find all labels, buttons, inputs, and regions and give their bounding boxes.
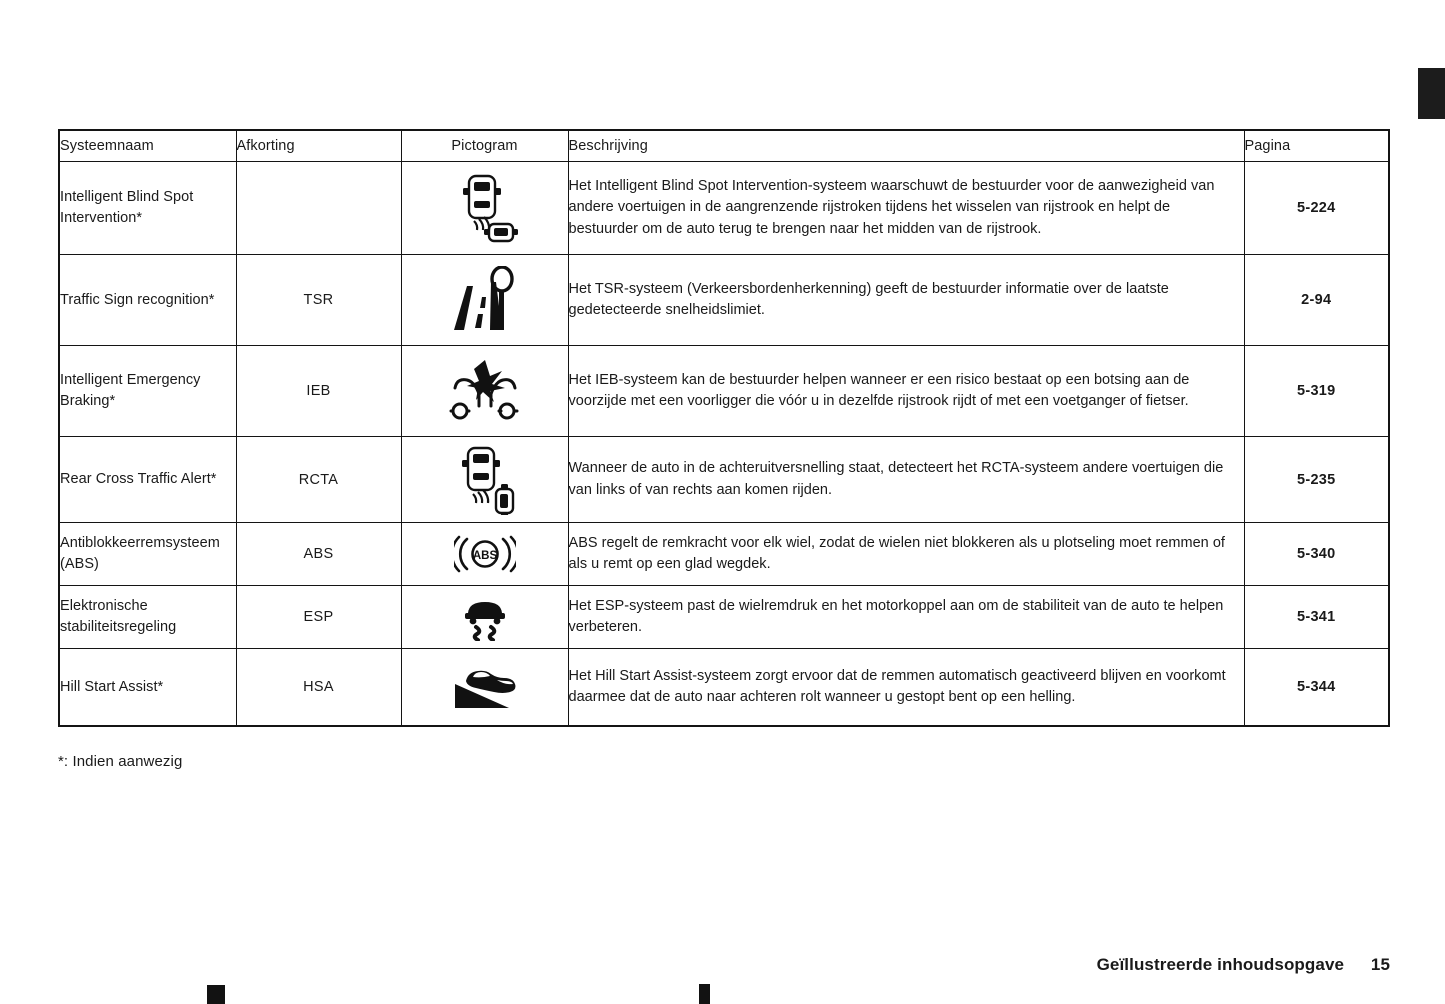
description-cell: Het Intelligent Blind Spot Intervention-systeem waarschuwt de bestuurder voor de aanwezigheid van andere voertuigen in de aangrenzende rijstroken tijdens het wisselen van rijstrook en helpt de bestuurder om de auto terug te brengen naar het midden van de rijstrook. <box>568 162 1244 255</box>
table-row <box>59 162 1389 255</box>
description-cell: Het TSR-systeem (Verkeersbordenherkenning) geeft de bestuurder informatie over de laatste gedetecteerde snelheidslimiet. <box>568 255 1244 346</box>
table-row <box>59 255 1389 346</box>
pictogram-cell <box>401 162 568 255</box>
page-reference-cell: 5-341 <box>1244 586 1389 649</box>
page-reference-cell: 5-235 <box>1244 437 1389 523</box>
footnote: *: Indien aanwezig <box>58 753 183 770</box>
hill-start-assist-icon <box>402 664 568 710</box>
abbreviation-cell <box>236 162 401 255</box>
svg-text:ABS: ABS <box>472 550 497 562</box>
running-footer-title: Geïllustreerde inhoudsopgave <box>1096 955 1345 974</box>
abs-icon <box>402 533 568 575</box>
system-name-cell: Traffic Sign recognition* <box>59 255 236 346</box>
crop-mark-middle <box>699 984 710 1004</box>
page-edge-tab <box>1418 68 1445 119</box>
system-name-cell: Elektronische stabiliteitsregeling <box>59 586 236 649</box>
description-cell: Het Hill Start Assist-systeem zorgt ervoor dat de remmen automatisch geactiveerd blijven en voorkomt daarmee dat de auto naar achteren rolt wanneer u gestopt bent op een helling. <box>568 649 1244 727</box>
table-row <box>59 586 1389 649</box>
abbreviation-cell: RCTA <box>236 437 401 523</box>
system-name-cell: Intelligent Blind Spot Intervention* <box>59 162 236 255</box>
crop-mark-left <box>207 985 225 1004</box>
column-header-page: Pagina <box>1244 130 1389 162</box>
table-row <box>59 346 1389 437</box>
pictogram-cell <box>401 437 568 523</box>
abbreviation-cell: IEB <box>236 346 401 437</box>
running-footer <box>1097 955 1390 975</box>
intelligent-emergency-braking-icon <box>402 360 568 422</box>
traffic-sign-recognition-icon <box>402 266 568 334</box>
table-row <box>59 437 1389 523</box>
abbreviation-cell: ESP <box>236 586 401 649</box>
table-header-row <box>59 130 1389 162</box>
esp-icon <box>402 593 568 641</box>
column-header-description: Beschrijving <box>568 130 1244 162</box>
description-cell: ABS regelt de remkracht voor elk wiel, zodat de wielen niet blokkeren als u plotseling moet remmen of als u remt op een glad wegdek. <box>568 523 1244 586</box>
page-reference-cell: 5-340 <box>1244 523 1389 586</box>
column-header-pictogram: Pictogram <box>401 130 568 162</box>
driver-assistance-systems-table <box>58 129 1388 727</box>
pictogram-cell <box>401 649 568 727</box>
column-header-system-name: Systeemnaam <box>59 130 236 162</box>
abbreviation-cell: HSA <box>236 649 401 727</box>
table-row <box>59 649 1389 727</box>
column-header-abbreviation: Afkorting <box>236 130 401 162</box>
page-reference-cell: 5-224 <box>1244 162 1389 255</box>
pictogram-cell <box>401 586 568 649</box>
page-number: 15 <box>1370 955 1390 974</box>
system-name-cell: Intelligent Emergency Braking* <box>59 346 236 437</box>
description-cell: Het ESP-systeem past de wielremdruk en het motorkoppel aan om de stabiliteit van de auto te helpen verbeteren. <box>568 586 1244 649</box>
rear-cross-traffic-alert-icon <box>402 445 568 515</box>
page-reference-cell: 2-94 <box>1244 255 1389 346</box>
blind-spot-intervention-icon <box>402 172 568 244</box>
table-header <box>59 130 1389 162</box>
description-cell: Het IEB-systeem kan de bestuurder helpen wanneer er een risico bestaat op een botsing aan de voorzijde met een voorligger die vóór u in dezelfde rijstrook rijdt of met een voetganger of fietser. <box>568 346 1244 437</box>
abbreviation-cell: ABS <box>236 523 401 586</box>
table-row <box>59 523 1389 586</box>
table-body <box>59 162 1389 727</box>
pictogram-cell <box>401 255 568 346</box>
pictogram-cell <box>401 523 568 586</box>
pictogram-cell <box>401 346 568 437</box>
abbreviation-cell: TSR <box>236 255 401 346</box>
system-name-cell: Antiblokkeerremsysteem (ABS) <box>59 523 236 586</box>
description-cell: Wanneer de auto in de achteruitversnelling staat, detecteert het RCTA-systeem andere voertuigen die van links of van rechts aan komen rijden. <box>568 437 1244 523</box>
page-reference-cell: 5-344 <box>1244 649 1389 727</box>
systems-table <box>58 129 1390 727</box>
system-name-cell: Hill Start Assist* <box>59 649 236 727</box>
page-reference-cell: 5-319 <box>1244 346 1389 437</box>
system-name-cell: Rear Cross Traffic Alert* <box>59 437 236 523</box>
